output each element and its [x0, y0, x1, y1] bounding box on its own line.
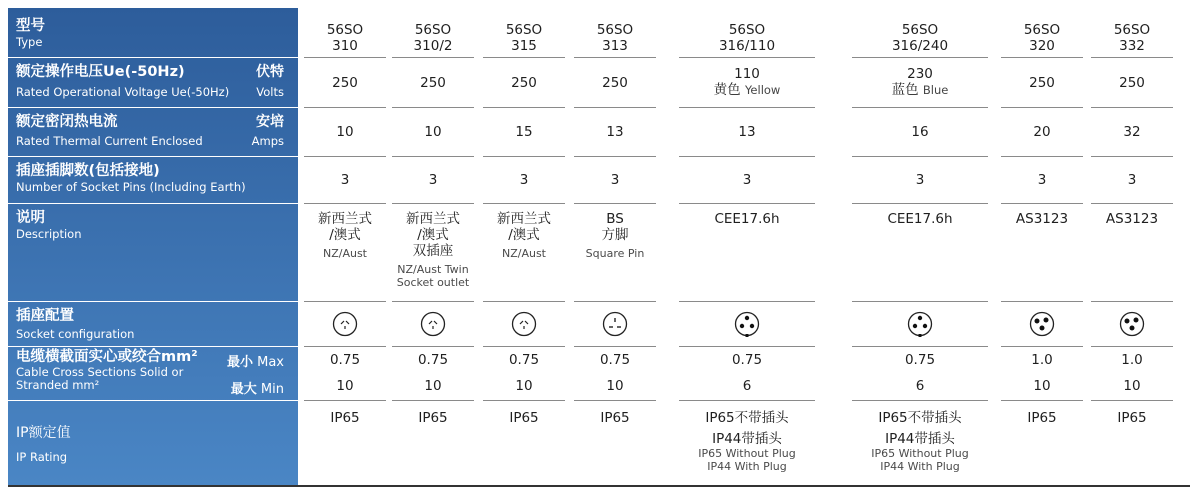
- description-line: CEE17.6h: [887, 211, 953, 227]
- header-divider: [8, 156, 298, 157]
- pins-value: 3: [1037, 172, 1047, 188]
- description-line: 新西兰式: [497, 211, 551, 227]
- cable-min-cell: [578, 378, 652, 394]
- type-code: 56SO: [1023, 22, 1061, 38]
- voltage-value: 250: [420, 75, 446, 91]
- description-cell: [396, 211, 470, 289]
- description-en: NZ/Aust: [501, 247, 546, 260]
- ip-line: IP65: [600, 410, 630, 426]
- cable-zh: 电缆横截面实心或绞合mm²: [16, 349, 198, 365]
- row-divider: [679, 107, 815, 108]
- current-en: Rated Thermal Current Enclosed: [16, 134, 203, 148]
- cable-min-cell: [1095, 378, 1169, 394]
- voltage-color-en: Yellow: [744, 83, 781, 97]
- row-divider: [392, 156, 474, 157]
- header-divider: [8, 346, 298, 347]
- voltage-cell: [308, 75, 382, 91]
- voltage-cell: [487, 75, 561, 91]
- row-divider: [1091, 107, 1173, 108]
- header-divider: [8, 107, 298, 108]
- description-line: CEE17.6h: [714, 211, 780, 227]
- cable-min-cell: [1005, 378, 1079, 394]
- cee-3-pin-socket-icon: [683, 311, 811, 337]
- row-header-desc: [16, 210, 288, 241]
- type-code: 56SO: [596, 22, 634, 38]
- cable-min-value: 10: [336, 378, 354, 394]
- ip-cell: [396, 410, 470, 426]
- type-cell: [578, 22, 652, 54]
- type-code: 56SO: [728, 22, 766, 38]
- ip-zh: IP额定值: [16, 425, 71, 441]
- row-divider: [1001, 346, 1083, 347]
- row-divider: [304, 57, 386, 58]
- cable-max-value: 1.0: [1121, 352, 1143, 368]
- voltage-cell: [1005, 75, 1079, 91]
- cable-min-zh: 最大: [230, 382, 257, 397]
- description-cell: [578, 211, 652, 260]
- cable-max-value: 0.75: [599, 352, 631, 368]
- description-cell: [487, 211, 561, 260]
- row-divider: [304, 301, 386, 302]
- current-unit-zh: 安培: [256, 114, 284, 130]
- row-divider: [679, 301, 815, 302]
- pins-cell: [1005, 172, 1079, 188]
- row-header-current: [16, 114, 288, 148]
- cable-min-en: Min: [260, 382, 284, 397]
- bs-square-pin-socket-icon: [578, 311, 652, 337]
- description-cell: [308, 211, 382, 260]
- cable-max-cell: [487, 352, 561, 368]
- row-divider: [392, 57, 474, 58]
- type-cell: [487, 22, 561, 54]
- pins-en: Number of Socket Pins (Including Earth): [16, 180, 246, 194]
- ip-line: IP65不带插头: [705, 410, 789, 426]
- row-divider: [574, 203, 656, 204]
- cable-max-value: 1.0: [1031, 352, 1053, 368]
- ip-line: IP44带插头: [885, 431, 955, 447]
- voltage-color: [856, 82, 984, 98]
- pins-cell: [578, 172, 652, 188]
- type-cell: [856, 22, 984, 54]
- current-value: 16: [911, 124, 929, 140]
- current-value: 13: [606, 124, 624, 140]
- ip-line: IP65: [1117, 410, 1147, 426]
- header-divider: [8, 57, 298, 58]
- pins-zh: 插座插脚数(包括接地): [16, 163, 160, 179]
- cable-min-value: 10: [424, 378, 442, 394]
- row-divider: [679, 400, 815, 401]
- voltage-unit-en: Volts: [256, 85, 284, 99]
- row-divider: [392, 301, 474, 302]
- cable-max-value: 0.75: [731, 352, 763, 368]
- voltage-cell: [1095, 75, 1169, 91]
- cable-min-value: 10: [515, 378, 533, 394]
- pins-cell: [1095, 172, 1169, 188]
- type-cell: [308, 22, 382, 54]
- type-number: 316/240: [891, 38, 949, 54]
- cable-min-cell: [396, 378, 470, 394]
- row-divider: [1091, 203, 1173, 204]
- type-number: 332: [1119, 38, 1145, 54]
- description-en: Socket outlet: [396, 276, 470, 289]
- cable-max-value: 0.75: [508, 352, 540, 368]
- ip-line: IP65: [509, 410, 539, 426]
- ip-line: IP65: [1027, 410, 1057, 426]
- row-header-type: [16, 18, 288, 49]
- row-header-cable: [16, 349, 288, 397]
- pins-value: 3: [915, 172, 925, 188]
- socket-en: Socket configuration: [16, 327, 135, 341]
- type-code: 56SO: [505, 22, 543, 38]
- row-divider: [1001, 203, 1083, 204]
- row-divider: [304, 107, 386, 108]
- cable-min-value: 6: [915, 378, 925, 394]
- row-divider: [483, 346, 565, 347]
- row-divider: [574, 346, 656, 347]
- description-line: AS3123: [1105, 211, 1159, 227]
- current-cell: [856, 124, 984, 140]
- description-line: BS: [606, 211, 624, 227]
- row-divider: [304, 400, 386, 401]
- ip-cell: [1095, 410, 1169, 426]
- pins-value: 3: [340, 172, 350, 188]
- row-divider: [679, 156, 815, 157]
- description-cell: [856, 211, 984, 227]
- current-value: 10: [424, 124, 442, 140]
- type-code: 56SO: [901, 22, 939, 38]
- pins-value: 3: [1127, 172, 1137, 188]
- description-line: /澳式: [329, 227, 361, 243]
- cable-max-cell: [683, 352, 811, 368]
- ip-cell: [1005, 410, 1079, 426]
- ip-line: IP65: [418, 410, 448, 426]
- row-divider: [1091, 57, 1173, 58]
- row-divider: [483, 400, 565, 401]
- type-cell: [1005, 22, 1079, 54]
- ip-en-line: IP65 Without Plug: [698, 447, 796, 460]
- voltage-en: Rated Operational Voltage Ue(-50Hz): [16, 85, 230, 99]
- cable-min-value: 10: [1123, 378, 1141, 394]
- row-header-ip: [16, 425, 288, 464]
- cable-min-label: [231, 378, 284, 397]
- row-divider: [1001, 156, 1083, 157]
- ip-en-line: IP44 With Plug: [707, 460, 787, 473]
- voltage-color: [683, 82, 811, 98]
- row-divider: [483, 156, 565, 157]
- ip-cell: [856, 410, 984, 473]
- row-divider: [852, 57, 988, 58]
- row-divider: [304, 156, 386, 157]
- cee-3-pin-socket-icon: [856, 311, 984, 337]
- description-cell: [683, 211, 811, 227]
- cable-max-zh: 最小: [226, 355, 253, 370]
- row-divider: [483, 203, 565, 204]
- ip-cell: [487, 410, 561, 426]
- type-code: 56SO: [326, 22, 364, 38]
- row-divider: [852, 346, 988, 347]
- type-code: 56SO: [1113, 22, 1151, 38]
- row-divider: [852, 107, 988, 108]
- description-line: 新西兰式: [318, 211, 372, 227]
- socket-zh: 插座配置: [16, 308, 74, 324]
- description-line: /澳式: [508, 227, 540, 243]
- description-line: 方脚: [601, 227, 629, 243]
- type-number: 310: [332, 38, 358, 54]
- row-header-pins: [16, 163, 288, 194]
- row-divider: [852, 400, 988, 401]
- row-divider: [483, 107, 565, 108]
- description-line: AS3123: [1015, 211, 1069, 227]
- row-divider: [679, 346, 815, 347]
- voltage-unit-zh: 伏特: [256, 64, 284, 80]
- voltage-value: 250: [602, 75, 628, 91]
- description-line: /澳式: [417, 227, 449, 243]
- pins-cell: [487, 172, 561, 188]
- row-divider: [852, 156, 988, 157]
- cable-max-cell: [1095, 352, 1169, 368]
- cable-max-cell: [856, 352, 984, 368]
- row-divider: [574, 156, 656, 157]
- row-divider: [574, 107, 656, 108]
- description-en: Square Pin: [585, 247, 645, 260]
- voltage-value: 250: [1119, 75, 1145, 91]
- description-cell: [1005, 211, 1079, 227]
- description-line: 双插座: [412, 243, 454, 259]
- table-bottom-rule: [8, 485, 1190, 487]
- row-divider: [392, 346, 474, 347]
- pins-value: 3: [428, 172, 438, 188]
- current-unit: [252, 114, 284, 148]
- ip-en: IP Rating: [16, 450, 68, 464]
- ip-cell: [578, 410, 652, 426]
- row-divider: [574, 400, 656, 401]
- cable-max-label: [227, 351, 284, 370]
- cable-min-cell: [308, 378, 382, 394]
- nz-aust-socket-icon: [487, 311, 561, 337]
- type-cell: [1095, 22, 1169, 54]
- cable-min-value: 6: [742, 378, 752, 394]
- cable-min-value: 10: [1033, 378, 1051, 394]
- header-divider: [8, 301, 298, 302]
- row-divider: [1001, 57, 1083, 58]
- cable-min-cell: [487, 378, 561, 394]
- description-cell: [1095, 211, 1169, 227]
- cable-max-en: Max: [257, 355, 284, 370]
- header-divider: [8, 203, 298, 204]
- voltage-zh: 额定操作电压Ue(-50Hz): [16, 64, 185, 80]
- pins-value: 3: [519, 172, 529, 188]
- description-line: 新西兰式: [406, 211, 460, 227]
- current-value: 32: [1123, 124, 1141, 140]
- row-divider: [1091, 301, 1173, 302]
- voltage-value: 250: [511, 75, 537, 91]
- current-cell: [1095, 124, 1169, 140]
- as3123-socket-icon: [1005, 311, 1079, 337]
- ip-en-line: IP44 With Plug: [880, 460, 960, 473]
- row-divider: [304, 203, 386, 204]
- desc-en: Description: [16, 227, 82, 241]
- as3123-socket-icon: [1095, 311, 1169, 337]
- current-value: 20: [1033, 124, 1051, 140]
- pins-value: 3: [610, 172, 620, 188]
- pins-cell: [683, 172, 811, 188]
- voltage-color-zh: 黄色: [713, 82, 741, 98]
- row-divider: [852, 203, 988, 204]
- voltage-cell: [578, 75, 652, 91]
- row-divider: [1091, 346, 1173, 347]
- type-zh: 型号: [16, 18, 45, 34]
- current-unit-en: Amps: [251, 134, 284, 148]
- current-cell: [683, 124, 811, 140]
- pins-cell: [856, 172, 984, 188]
- ip-line: IP65不带插头: [878, 410, 962, 426]
- cable-max-value: 0.75: [329, 352, 361, 368]
- row-divider: [392, 400, 474, 401]
- cable-en-2: Stranded mm²: [16, 378, 100, 392]
- nz-aust-socket-icon: [396, 311, 470, 337]
- nz-aust-socket-icon: [308, 311, 382, 337]
- ip-en-line: IP65 Without Plug: [871, 447, 969, 460]
- type-number: 316/110: [718, 38, 776, 54]
- cable-min-value: 10: [606, 378, 624, 394]
- current-value: 10: [336, 124, 354, 140]
- voltage-cell: [856, 66, 984, 98]
- ip-cell: [308, 410, 382, 426]
- voltage-value: 250: [1029, 75, 1055, 91]
- row-divider: [574, 301, 656, 302]
- cable-max-value: 0.75: [904, 352, 936, 368]
- row-divider: [574, 57, 656, 58]
- cable-max-value: 0.75: [417, 352, 449, 368]
- row-divider: [679, 203, 815, 204]
- current-cell: [487, 124, 561, 140]
- row-divider: [483, 301, 565, 302]
- row-divider: [1001, 301, 1083, 302]
- type-cell: [396, 22, 470, 54]
- current-cell: [1005, 124, 1079, 140]
- current-cell: [578, 124, 652, 140]
- pins-cell: [396, 172, 470, 188]
- row-divider: [483, 57, 565, 58]
- type-cell: [683, 22, 811, 54]
- type-number: 320: [1029, 38, 1055, 54]
- cable-min-cell: [856, 378, 984, 394]
- header-divider: [8, 400, 298, 401]
- ip-cell: [683, 410, 811, 473]
- row-divider: [679, 57, 815, 58]
- voltage-cell: [683, 66, 811, 98]
- type-number: 310/2: [413, 38, 453, 54]
- description-en: NZ/Aust Twin: [397, 263, 469, 276]
- cable-min-cell: [683, 378, 811, 394]
- ip-line: IP44带插头: [712, 431, 782, 447]
- cable-max-cell: [578, 352, 652, 368]
- row-header-socket: [16, 308, 288, 341]
- current-value: 15: [515, 124, 533, 140]
- current-value: 13: [738, 124, 756, 140]
- type-code: 56SO: [414, 22, 452, 38]
- row-divider: [1001, 400, 1083, 401]
- row-header-voltage: [16, 64, 288, 99]
- voltage-value: 110: [734, 66, 760, 82]
- row-divider: [1091, 156, 1173, 157]
- type-en: Type: [16, 35, 43, 49]
- row-divider: [1001, 107, 1083, 108]
- row-divider: [1091, 400, 1173, 401]
- current-zh: 额定密闭热电流: [16, 114, 118, 130]
- voltage-value: 230: [907, 66, 933, 82]
- cable-en-1: Cable Cross Sections Solid or: [16, 365, 184, 379]
- pins-cell: [308, 172, 382, 188]
- current-cell: [396, 124, 470, 140]
- pins-value: 3: [742, 172, 752, 188]
- ip-line: IP65: [330, 410, 360, 426]
- type-number: 313: [602, 38, 628, 54]
- cable-max-cell: [396, 352, 470, 368]
- current-cell: [308, 124, 382, 140]
- cable-max-cell: [1005, 352, 1079, 368]
- voltage-unit: [256, 64, 284, 99]
- voltage-color-zh: 蓝色: [891, 82, 919, 98]
- row-divider: [304, 346, 386, 347]
- row-divider: [392, 203, 474, 204]
- voltage-color-en: Blue: [922, 83, 949, 97]
- row-divider: [392, 107, 474, 108]
- row-divider: [852, 301, 988, 302]
- desc-zh: 说明: [16, 210, 45, 226]
- description-en: NZ/Aust: [322, 247, 367, 260]
- type-number: 315: [511, 38, 537, 54]
- cable-max-cell: [308, 352, 382, 368]
- voltage-value: 250: [332, 75, 358, 91]
- voltage-cell: [396, 75, 470, 91]
